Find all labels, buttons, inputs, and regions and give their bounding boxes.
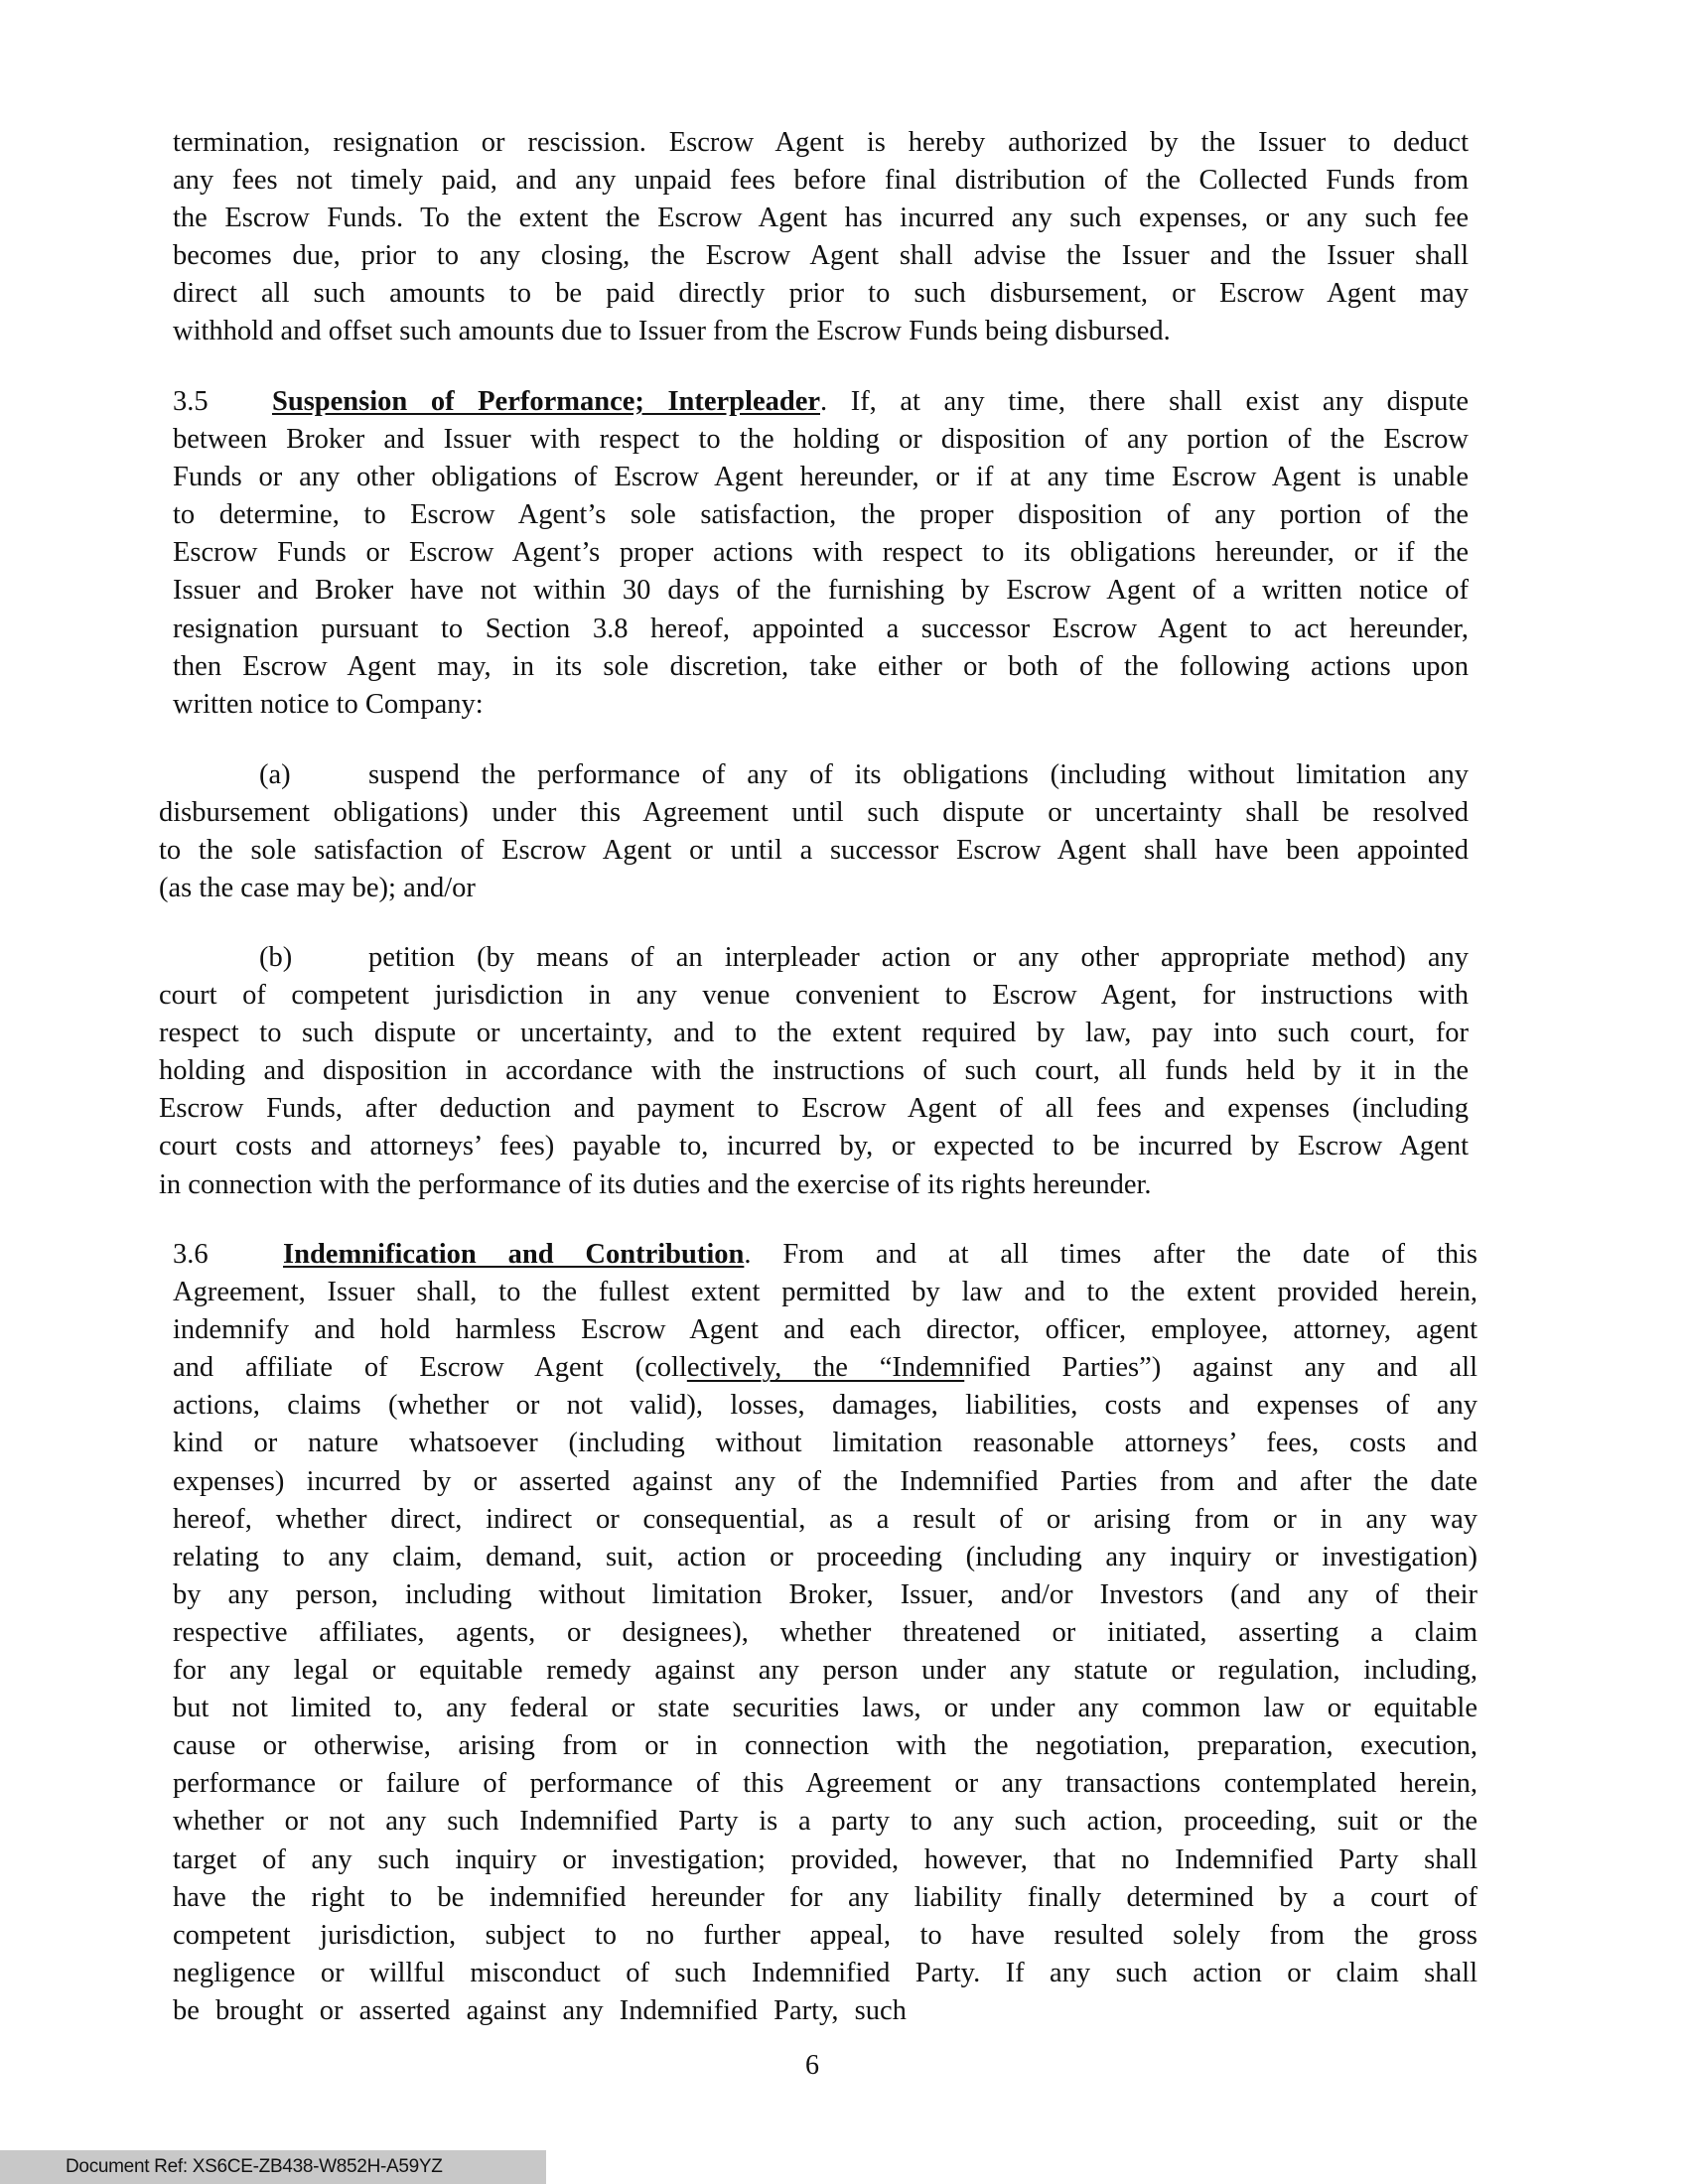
- text-line: the Escrow Funds. To the extent the Escrow Agent has incurred any such expenses, or any such fee: [173, 203, 1469, 234]
- text-line: resignation pursuant to Section 3.8 hereof, appointed a successor Escrow Agent to act hereunder,: [173, 613, 1469, 644]
- text-line: whether or not any such Indemnified Party is a party to any such action, proceeding, suit or the: [173, 1806, 1477, 1838]
- section-3-6: [173, 1236, 1477, 2030]
- section-3-6-first-line: 3.6 Indemnification and Contribution. From and at all times after the date of this: [173, 1236, 1477, 1274]
- text-line: for any legal or equitable remedy against any person under any statute or regulation, including,: [173, 1655, 1477, 1687]
- text-line: (as the case may be); and/or: [159, 873, 476, 904]
- text-line: termination, resignation or rescission. Escrow Agent is hereby authorized by the Issuer to deduct: [173, 127, 1469, 158]
- text-line: written notice to Company:: [173, 688, 484, 720]
- underlined-fragment: ectively, the “Indem: [686, 1352, 965, 1384]
- section-number: 3.5: [173, 386, 209, 417]
- item-label: (b): [259, 942, 293, 973]
- item-b: (b) petition (by means of an interpleader action or any other appropriate method) any court of competent jurisdiction in any venue convenient to Escrow Agent, for instructions with respect to such dispute or uncertainty, and to the extent required by law, pay into such court, for holding and disposition in accordance with the instructions of such court, all funds held by it in the Escrow Funds, after deduction and payment to Escrow Agent of all fees and expenses (including court costs and attorneys’ fees) payable to, incurred by, or expected to be incurred by Escrow Agent in connection with the performance of its duties and the exercise of its rights hereunder.: [159, 939, 1469, 1204]
- text-line: performance or failure of performance of this Agreement or any transactions contemplated herein,: [173, 1768, 1477, 1800]
- text-line: Escrow Funds, after deduction and payment to Escrow Agent of all fees and expenses (including: [159, 1093, 1469, 1125]
- text-line: actions, claims (whether or not valid), losses, damages, liabilities, costs and expenses of any: [173, 1390, 1477, 1422]
- text-line: between Broker and Issuer with respect to the holding or disposition of any portion of the Escrow: [173, 424, 1469, 456]
- text-line: hereof, whether direct, indirect or consequential, as a result of or arising from or in any way: [173, 1503, 1477, 1535]
- text-line: be brought or asserted against any Indemnified Party, such: [173, 1994, 907, 2026]
- text-line: Issuer and Broker have not within 30 days of the furnishing by Escrow Agent of a written notice of: [173, 575, 1469, 607]
- text-line: in connection with the performance of its duties and the exercise of its rights hereunder.: [159, 1168, 1152, 1200]
- text-line: and affiliate of Escrow Agent (collectively, the “Indemnified Parties”) against any and all: [173, 1352, 1477, 1384]
- text-line: becomes due, prior to any closing, the Escrow Agent shall advise the Issuer and the Issuer shall: [173, 240, 1469, 272]
- text-line: direct all such amounts to be paid directly prior to such disbursement, or Escrow Agent may: [173, 278, 1469, 310]
- text-line: negligence or willful misconduct of such Indemnified Party. If any such action or claim shall: [173, 1957, 1477, 1988]
- text-line: expenses) incurred by or asserted against any of the Indemnified Parties from and after the date: [173, 1465, 1477, 1497]
- text-line: by any person, including without limitation Broker, Issuer, and/or Investors (and any of their: [173, 1578, 1477, 1610]
- text-line: Escrow Funds or Escrow Agent’s proper actions with respect to its obligations hereunder, or if the: [173, 537, 1469, 569]
- section-number: 3.6: [173, 1239, 209, 1270]
- text-line: relating to any claim, demand, suit, action or proceeding (including any inquiry or investigation): [173, 1541, 1477, 1572]
- text-line: respect to such dispute or uncertainty, and to the extent required by law, pay into such court, for: [159, 1018, 1469, 1049]
- page-number: 6: [805, 2050, 819, 2081]
- text-line: holding and disposition in accordance with the instructions of such court, all funds held by it in the: [159, 1055, 1469, 1087]
- intro-paragraph: [173, 124, 1469, 351]
- text-line: to determine, to Escrow Agent’s sole satisfaction, the proper disposition of any portion of the: [173, 499, 1469, 531]
- text-line: disbursement obligations) under this Agreement until such dispute or uncertainty shall be resolved: [159, 797, 1469, 829]
- section-3-5: [173, 383, 1469, 724]
- text-line: to the sole satisfaction of Escrow Agent or until a successor Escrow Agent shall have been appointed: [159, 835, 1469, 867]
- text-line: have the right to be indemnified hereunder for any liability finally determined by a court of: [173, 1881, 1477, 1913]
- section-3-5-first-line: 3.5 Suspension of Performance; Interpleader. If, at any time, there shall exist any dispute: [173, 383, 1469, 421]
- text-line: withhold and offset such amounts due to Issuer from the Escrow Funds being disbursed.: [173, 316, 1171, 347]
- document-ref-footer: Document Ref: XS6CE-ZB438-W852H-A59YZ: [0, 2150, 546, 2184]
- text-line: indemnify and hold harmless Escrow Agent and each director, officer, employee, attorney, agent: [173, 1314, 1477, 1346]
- item-label: (a): [259, 759, 291, 790]
- text-line: any fees not timely paid, and any unpaid fees before final distribution of the Collected Funds from: [173, 165, 1469, 197]
- text-line: then Escrow Agent may, in its sole discretion, take either or both of the following actions upon: [173, 650, 1469, 682]
- item-a: (a) suspend the performance of any of its obligations (including without limitation any disbursement obligations) under this Agreement until such dispute or uncertainty shall be resolved to the sole satisfaction of Escrow Agent or until a successor Escrow Agent shall have been appointed (as the case may be); and/or: [159, 756, 1469, 907]
- text-line: Agreement, Issuer shall, to the fullest extent permitted by law and to the extent provided herein,: [173, 1277, 1477, 1308]
- text-line: cause or otherwise, arising from or in connection with the negotiation, preparation, execution,: [173, 1730, 1477, 1762]
- section-heading: Suspension of Performance; Interpleader: [272, 386, 820, 417]
- text-line: target of any such inquiry or investigation; provided, however, that no Indemnified Party shall: [173, 1843, 1477, 1875]
- text-line: but not limited to, any federal or state securities laws, or under any common law or equitable: [173, 1693, 1477, 1724]
- text-line: competent jurisdiction, subject to no further appeal, to have resulted solely from the gross: [173, 1919, 1477, 1951]
- text-line: kind or nature whatsoever (including without limitation reasonable attorneys’ fees, costs and: [173, 1428, 1477, 1459]
- text-line: Funds or any other obligations of Escrow Agent hereunder, or if at any time Escrow Agent is unable: [173, 462, 1469, 493]
- text-line: court of competent jurisdiction in any venue convenient to Escrow Agent, for instructions with: [159, 980, 1469, 1012]
- text-line: court costs and attorneys’ fees) payable to, incurred by, or expected to be incurred by Escrow Agent: [159, 1131, 1469, 1162]
- text-line: respective affiliates, agents, or designees), whether threatened or initiated, asserting a claim: [173, 1616, 1477, 1648]
- section-heading: Indemnification and Contribution: [283, 1239, 745, 1270]
